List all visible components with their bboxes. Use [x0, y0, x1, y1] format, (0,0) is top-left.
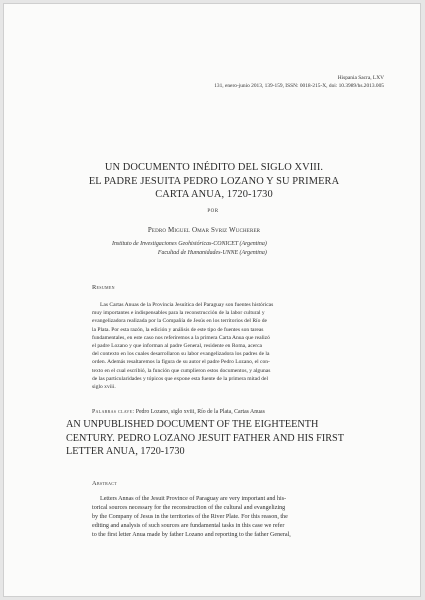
journal-citation: 131, enero-junio 2013, 139-159, ISSN: 0018-215-X, doi: 10.3989/hs.2013.005 [214, 83, 384, 89]
journal-header [214, 74, 384, 90]
resumen-line: siglo xviii. [92, 384, 116, 391]
affiliation-line: Facultad de Humanidades-UNNE (Argentina) [157, 249, 267, 256]
abstract-line: by the Company of Jesus in the territories of the River Plate. For this reason, the [92, 513, 288, 520]
english-title-line: AN UNPUBLISHED DOCUMENT OF THE EIGHTEENTH [66, 419, 319, 430]
keywords [92, 409, 265, 415]
resumen-line: el padre Lozano y que informan al padre General, residente en Roma, acerca [92, 343, 263, 350]
abstract-heading: Abstract [92, 480, 118, 487]
spanish-title-line: UN DOCUMENTO INÉDITO DEL SIGLO XVIII. [104, 162, 324, 173]
abstract-line: Letters Annas of the Jesuit Province of Paraguay are very important and his- [100, 496, 287, 502]
resumen-line: muy importantes e indispensables para la reconstrucción de la labor cultural y [92, 310, 265, 317]
abstract-line: torical sources necessary for the reconstruction of the cultural and evangelizing [92, 504, 286, 511]
resumen-line: texto en el cual escribió, la función que cumplieron estos documentos, y algunas [92, 367, 271, 374]
resumen-line: fundamentales, en este caso nos referiremos a la primera Carta Anua que realizó [92, 334, 270, 341]
english-title-line: LETTER ANUA, 1720-1730 [66, 446, 185, 457]
keywords-heading: Palabras clave: [92, 409, 135, 415]
abstract-body [92, 495, 354, 540]
by-label: POR [207, 209, 219, 214]
journal-name: Hispania Sacra, LXV [337, 75, 384, 81]
spanish-title-line: EL PADRE JESUITA PEDRO LOZANO Y SU PRIMERA [88, 175, 340, 187]
resumen-body [92, 301, 354, 391]
resumen-line: orden. Además resaltaremos la figura de su autor el padre Pedro Lozano, el con- [92, 359, 270, 366]
english-title [66, 418, 366, 459]
abstract-line: editing and analysis of such sources are fundamental tasks in this case we refer [92, 522, 285, 529]
resumen-line: la Plata. Por esta razón, la edición y análisis de este tipo de fuentes son tareas [92, 326, 264, 333]
author-affiliations [112, 240, 267, 257]
resumen-heading: Resumen [92, 284, 115, 291]
spanish-title-line: CARTA ANUA, 1720-1730 [155, 189, 273, 200]
resumen-line: de las particularidades y tópicos que expone esta fuente de la primera mitad del [92, 375, 269, 382]
document-page [3, 3, 421, 597]
resumen-line: Las Cartas Anuas de la Provincia Jesuítica del Paraguay son fuentes históricas [100, 302, 274, 308]
spanish-title [64, 161, 364, 202]
english-title-line: CENTURY. PEDRO LOZANO JESUIT FATHER AND HIS FIRST [66, 432, 344, 444]
abstract-line: to the first letter Anua made by father Lozano and reporting to the father General, [92, 531, 291, 538]
author-name: Pedro Miguel Omar Svriz Wucherer [147, 226, 261, 234]
keywords-text: Pedro Lozano, siglo xviii, Río de la Plata, Cartas Anuas [135, 409, 265, 415]
affiliation-line: Instituto de Investigaciones Geohistóricas-CONICET (Argentina) [112, 241, 267, 247]
resumen-line: del contexto en los cuales desarrollaron su labor evangelizadora los padres de la [92, 351, 270, 358]
resumen-line: evangelizadora realizada por la Compañía de Jesús en los territorios del Río de [92, 318, 267, 325]
